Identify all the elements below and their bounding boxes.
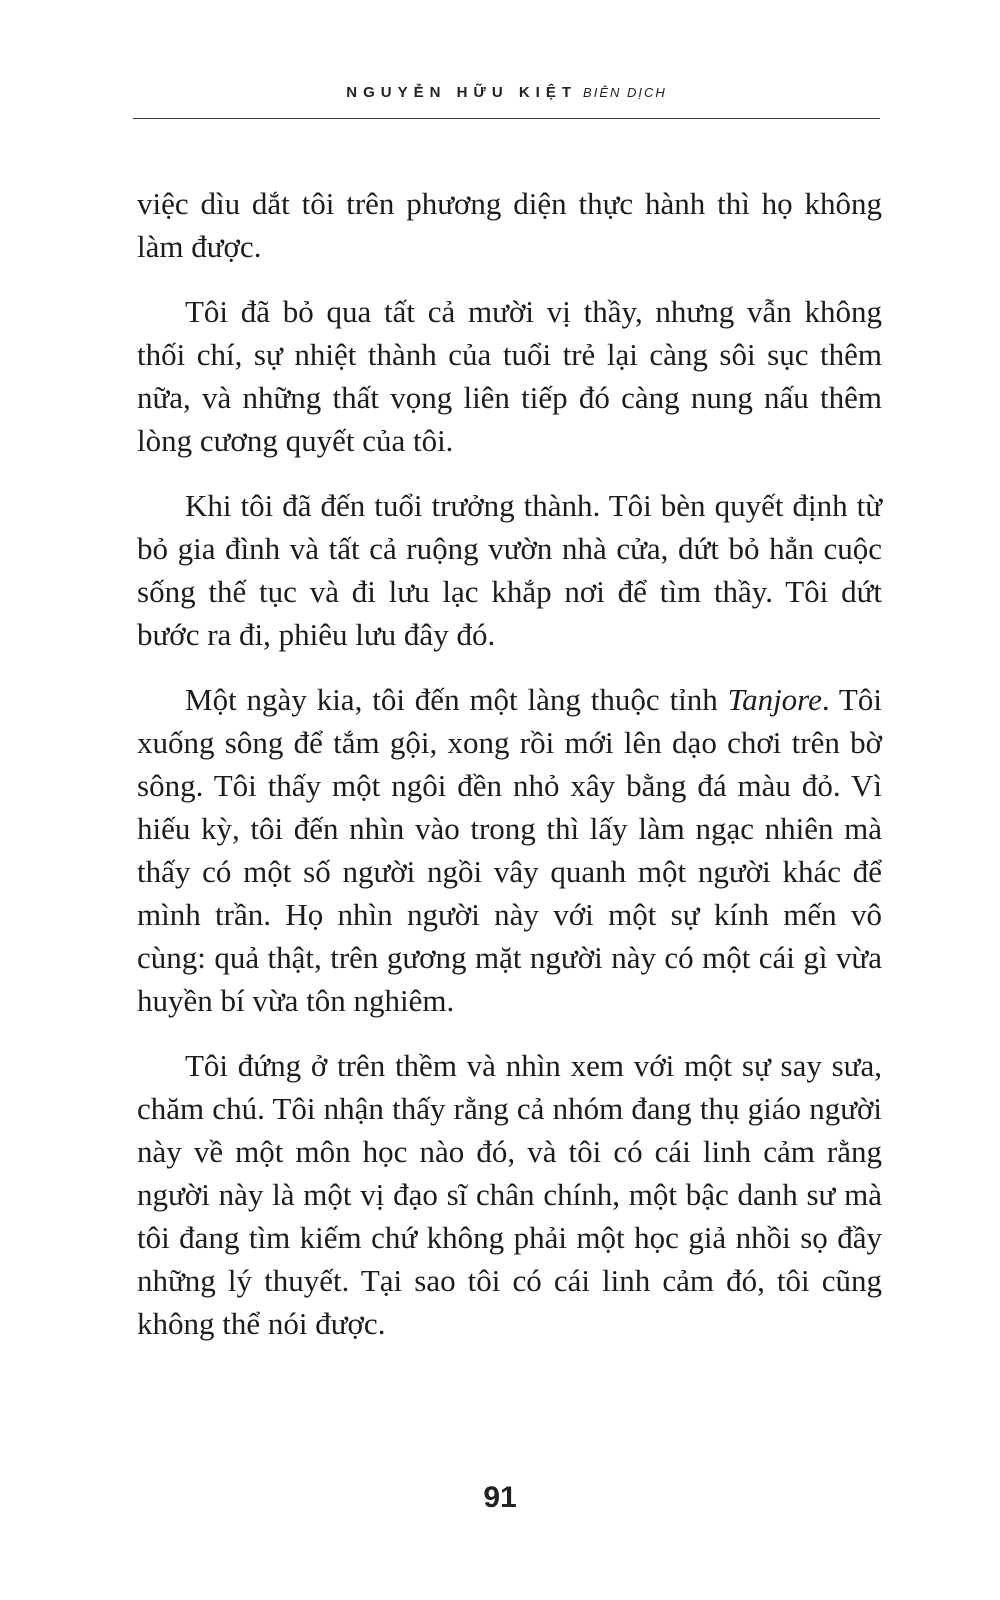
paragraph-4-lead: Một ngày kia, tôi đến một làng thuộc tỉnh (185, 682, 728, 717)
header-rule (133, 118, 880, 119)
page-number: 91 (483, 1481, 517, 1514)
body-text (137, 182, 882, 1367)
paragraph-5: Tôi đứng ở trên thềm và nhìn xem với một sự say sưa, chăm chú. Tôi nhận thấy rằng cả nhóm đang thụ giáo người này về một môn học nào đó, và tôi có cái linh cảm rằng người này là một vị đạo sĩ chân chính, một bậc danh sư mà tôi đang tìm kiếm chứ không phải một học giả nhồi sọ đầy những lý thuyết. Tại sao tôi có cái linh cảm đó, tôi cũng không thể nói được. (137, 1048, 882, 1341)
paragraph-1: việc dìu dắt tôi trên phương diện thực hành thì họ không làm được. (137, 186, 882, 264)
place-name-tanjore: Tanjore (727, 682, 822, 717)
paragraph-2: Tôi đã bỏ qua tất cả mười vị thầy, nhưng vẫn không thối chí, sự nhiệt thành của tuổi trẻ lại càng sôi sục thêm nữa, và những thất vọng liên tiếp đó càng nung nấu thêm lòng cương quyết của tôi. (137, 294, 882, 458)
header-author: NGUYỄN HỮU KIỆT (346, 84, 578, 101)
header-role: BIÊN DỊCH (583, 85, 667, 100)
running-header (133, 84, 880, 102)
paragraph-4 (137, 678, 882, 1022)
paragraph-3: Khi tôi đã đến tuổi trưởng thành. Tôi bèn quyết định từ bỏ gia đình và tất cả ruộng vườn nhà cửa, dứt bỏ hẳn cuộc sống thế tục và đi lưu lạc khắp nơi để tìm thầy. Tôi dứt bước ra đi, phiêu lưu đây đó. (137, 488, 882, 652)
paragraph-4-rest: . Tôi xuống sông để tắm gội, xong rồi mới lên dạo chơi trên bờ sông. Tôi thấy một ngôi đền nhỏ xây bằng đá màu đỏ. Vì hiếu kỳ, tôi đến nhìn vào trong thì lấy làm ngạc nhiên mà thấy có một số người ngồi vây quanh một người khác để mình trần. Họ nhìn người này với một sự kính mến vô cùng: quả thật, trên gương mặt người này có một cái gì vừa huyền bí vừa tôn nghiêm. (137, 682, 882, 1018)
